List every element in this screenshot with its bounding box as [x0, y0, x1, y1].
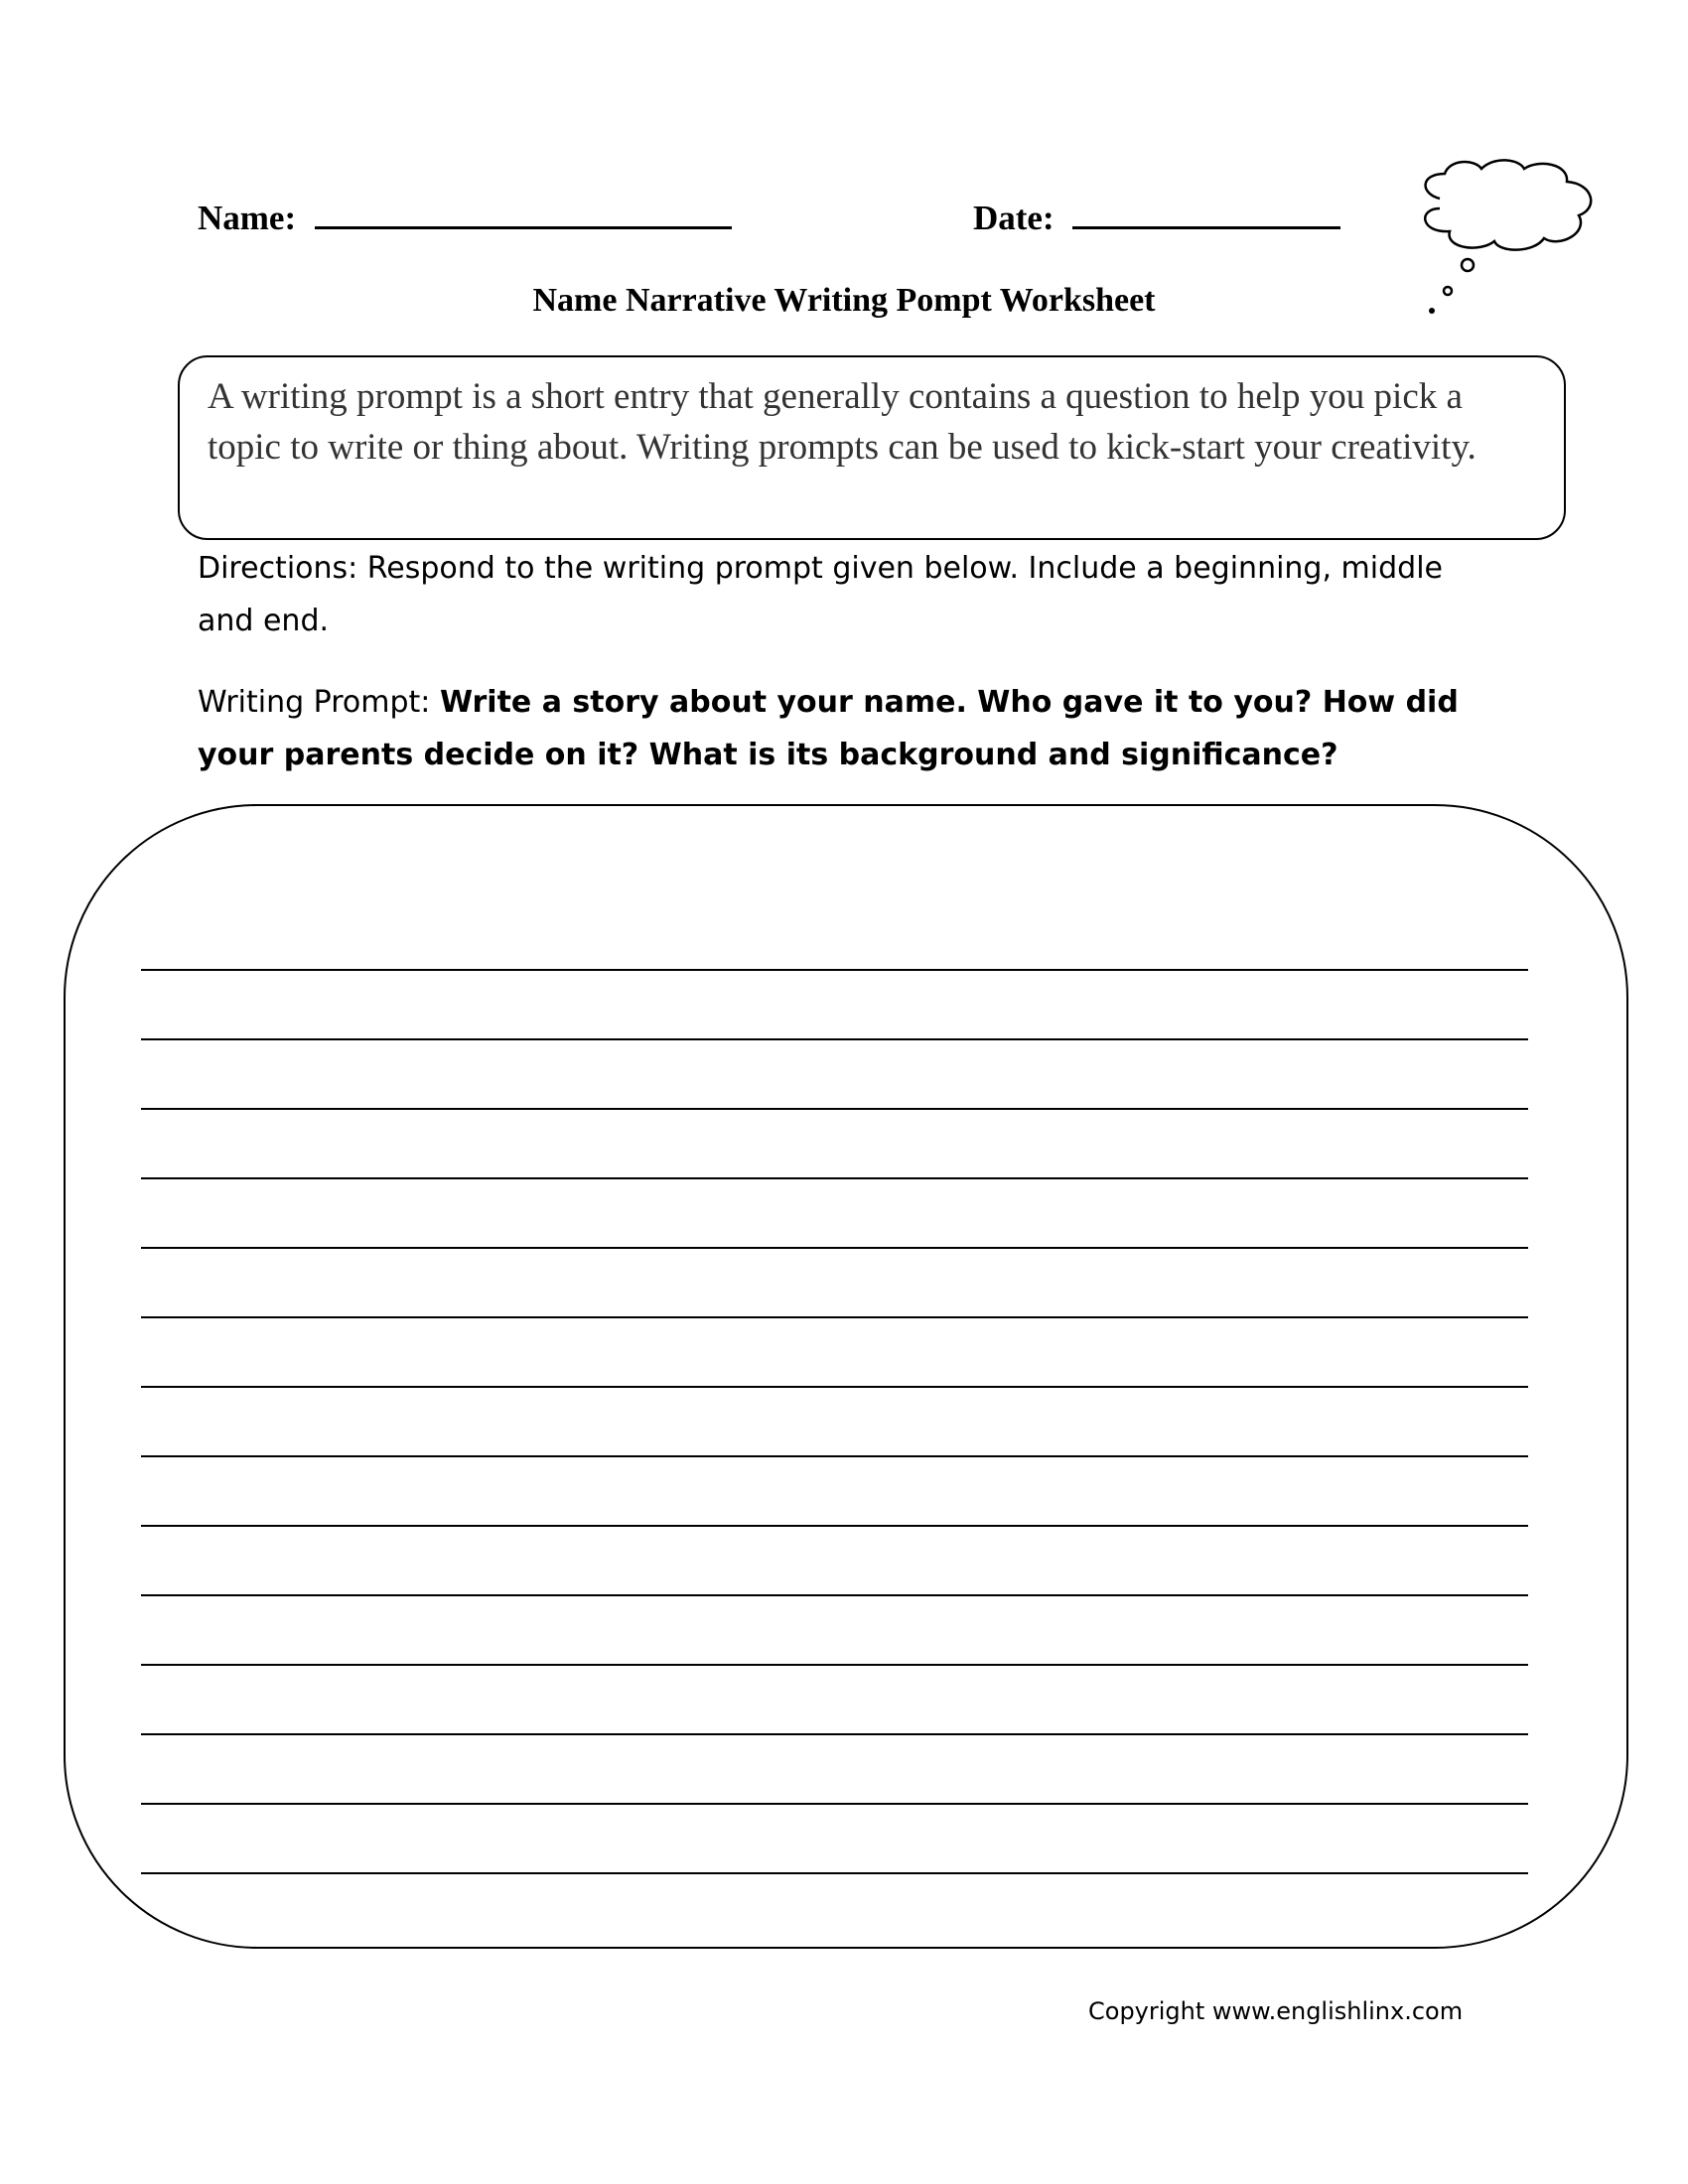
writing-area[interactable] — [64, 804, 1628, 1949]
name-label: Name: — [198, 199, 297, 237]
prompt-text: Write a story about your name. Who gave it to you? How did your parents decide on it? What is its background and significance? — [198, 685, 1459, 772]
date-blank[interactable] — [1072, 197, 1340, 229]
writing-line[interactable] — [141, 1455, 1528, 1457]
writing-line[interactable] — [141, 1177, 1528, 1179]
copyright: Copyright www.englishlinx.com — [1088, 1997, 1464, 2025]
prompt-label: Writing Prompt: — [198, 685, 440, 720]
writing-line[interactable] — [141, 1733, 1528, 1735]
writing-line[interactable] — [141, 1594, 1528, 1596]
writing-line[interactable] — [141, 1108, 1528, 1110]
directions: Directions: Respond to the writing prompt given below. Include a beginning, middle and end. — [198, 551, 1443, 638]
writing-line[interactable] — [141, 969, 1528, 971]
date-label: Date: — [973, 199, 1055, 237]
page-title: Name Narrative Writing Pompt Worksheet — [532, 282, 1156, 319]
writing-prompt — [198, 676, 1488, 781]
writing-line[interactable] — [141, 1316, 1528, 1318]
writing-line[interactable] — [141, 1872, 1528, 1874]
writing-line[interactable] — [141, 1247, 1528, 1249]
date-field[interactable] — [973, 197, 1340, 238]
writing-line[interactable] — [141, 1525, 1528, 1527]
name-field[interactable] — [198, 197, 732, 238]
name-blank[interactable] — [315, 197, 732, 229]
writing-line[interactable] — [141, 1386, 1528, 1388]
writing-line[interactable] — [141, 1038, 1528, 1040]
writing-line[interactable] — [141, 1664, 1528, 1666]
writing-line[interactable] — [141, 1803, 1528, 1805]
intro-box: A writing prompt is a short entry that generally contains a question to help you pick a topic to write or thing about. Writing prompts can be used to kick-start your creativity. — [178, 355, 1566, 540]
